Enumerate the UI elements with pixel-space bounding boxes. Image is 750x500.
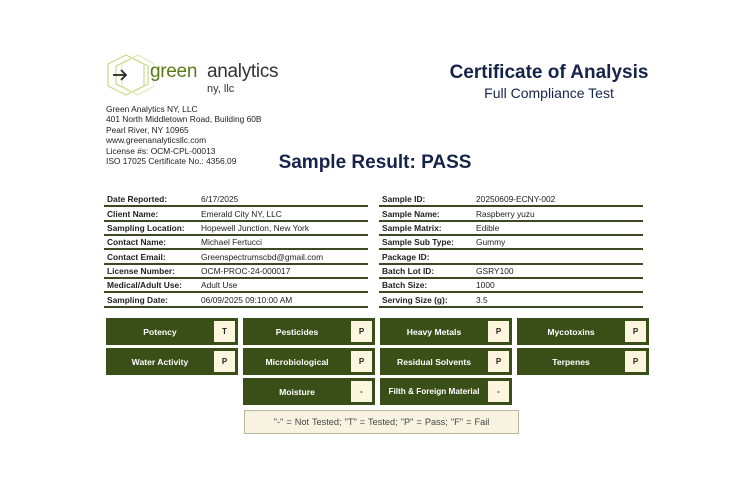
info-row bbox=[104, 236, 368, 250]
company-city: Pearl River, NY 10965 bbox=[106, 124, 189, 135]
test-name: Moisture bbox=[279, 386, 315, 397]
test-name: Residual Solvents bbox=[396, 356, 472, 367]
test-box-microbiological bbox=[243, 348, 375, 375]
test-name: Mycotoxins bbox=[547, 326, 595, 337]
info-value: Greenspectrumscbd@gmail.com bbox=[201, 251, 324, 262]
info-label: Medical/Adult Use: bbox=[107, 280, 182, 291]
info-row bbox=[104, 265, 368, 279]
certificate-subtitle: Full Compliance Test bbox=[484, 85, 614, 101]
test-name: Potency bbox=[143, 326, 177, 337]
info-row bbox=[104, 193, 368, 207]
test-box-terpenes bbox=[517, 348, 649, 375]
sample-info-right bbox=[379, 193, 643, 308]
info-row bbox=[379, 279, 643, 293]
company-logo bbox=[104, 52, 279, 102]
info-value: 1000 bbox=[476, 280, 495, 291]
test-box-pesticides bbox=[243, 318, 375, 345]
logo-text-green: green bbox=[150, 61, 198, 82]
company-street: 401 North Middletown Road, Building 60B bbox=[106, 114, 262, 125]
info-row bbox=[104, 207, 368, 221]
info-row bbox=[379, 265, 643, 279]
logo-text-analytics: analytics bbox=[207, 61, 279, 82]
test-box-moisture bbox=[243, 378, 375, 405]
info-label: Serving Size (g): bbox=[382, 294, 448, 305]
test-name: Microbiological bbox=[265, 356, 329, 367]
info-value: OCM-PROC-24-000017 bbox=[201, 265, 291, 276]
test-box-water-activity bbox=[106, 348, 238, 375]
info-label: Sampling Location: bbox=[107, 222, 185, 233]
info-row bbox=[104, 250, 368, 264]
info-label: License Number: bbox=[107, 265, 175, 276]
info-label: Batch Size: bbox=[382, 280, 428, 291]
company-name: Green Analytics NY, LLC bbox=[106, 104, 198, 114]
info-value: Edible bbox=[476, 222, 500, 233]
company-website: www.greenanalyticsllc.com bbox=[106, 135, 207, 146]
info-value: Emerald City NY, LLC bbox=[201, 208, 282, 219]
result-legend: "-" = Not Tested; "T" = Tested; "P" = Pass; "F" = Fail bbox=[244, 410, 519, 434]
test-box-residual-solvents bbox=[380, 348, 512, 375]
test-result: P bbox=[625, 351, 646, 372]
info-row bbox=[104, 279, 368, 293]
info-value: 20250609-ECNY-002 bbox=[476, 194, 556, 205]
info-value: Gummy bbox=[476, 237, 506, 248]
info-label: Package ID: bbox=[382, 251, 430, 262]
hexagon-arrow-icon bbox=[104, 52, 154, 102]
info-value: Michael Fertucci bbox=[201, 237, 262, 248]
test-result: P bbox=[625, 321, 646, 342]
test-name: Heavy Metals bbox=[406, 326, 462, 337]
test-box-potency bbox=[106, 318, 238, 345]
info-row bbox=[379, 222, 643, 236]
test-name: Terpenes bbox=[552, 356, 590, 367]
test-result: P bbox=[488, 351, 509, 372]
info-label: Sample Matrix: bbox=[382, 222, 442, 233]
company-license: License #s: OCM-CPL-00013 bbox=[106, 145, 216, 156]
test-result: T bbox=[214, 321, 235, 342]
info-value: 3.5 bbox=[476, 294, 488, 305]
info-label: Batch Lot ID: bbox=[382, 265, 435, 276]
info-label: Sample Sub Type: bbox=[382, 237, 454, 248]
test-result: - bbox=[351, 381, 372, 402]
info-value: Adult Use bbox=[201, 280, 238, 291]
test-result: - bbox=[488, 381, 509, 402]
info-row bbox=[379, 193, 643, 207]
info-value: 06/09/2025 09:10:00 AM bbox=[201, 294, 293, 305]
info-value: GSRY100 bbox=[476, 265, 514, 276]
info-row bbox=[379, 207, 643, 221]
test-name: Water Activity bbox=[131, 356, 189, 367]
info-row bbox=[104, 293, 368, 307]
info-label: Date Reported: bbox=[107, 194, 168, 205]
info-value: 6/17/2025 bbox=[201, 194, 239, 205]
info-row bbox=[379, 293, 643, 307]
test-box-heavy-metals bbox=[380, 318, 512, 345]
info-row bbox=[379, 236, 643, 250]
info-row bbox=[104, 222, 368, 236]
info-label: Sampling Date: bbox=[107, 294, 168, 305]
test-result: P bbox=[488, 321, 509, 342]
test-name: Filth & Foreign Material bbox=[388, 387, 480, 396]
company-iso: ISO 17025 Certificate No.: 4356.09 bbox=[106, 156, 237, 167]
sample-result-heading: Sample Result: PASS bbox=[278, 152, 472, 173]
info-label: Sample ID: bbox=[382, 194, 426, 205]
test-box-mycotoxins bbox=[517, 318, 649, 345]
certificate-title: Certificate of Analysis bbox=[449, 62, 649, 83]
info-label: Sample Name: bbox=[382, 208, 440, 219]
info-value: Hopewell Junction, New York bbox=[201, 222, 310, 233]
test-result: P bbox=[351, 321, 372, 342]
test-result: P bbox=[351, 351, 372, 372]
info-value: Raspberry yuzu bbox=[476, 208, 535, 219]
logo-text-ny: ny, llc bbox=[207, 83, 235, 95]
sample-info-left bbox=[104, 193, 368, 308]
info-label: Contact Email: bbox=[107, 251, 166, 262]
test-result: P bbox=[214, 351, 235, 372]
test-box-filth-foreign-material bbox=[380, 378, 512, 405]
info-row bbox=[379, 250, 643, 264]
info-label: Client Name: bbox=[107, 208, 159, 219]
info-label: Contact Name: bbox=[107, 237, 167, 248]
test-name: Pesticides bbox=[275, 326, 319, 337]
